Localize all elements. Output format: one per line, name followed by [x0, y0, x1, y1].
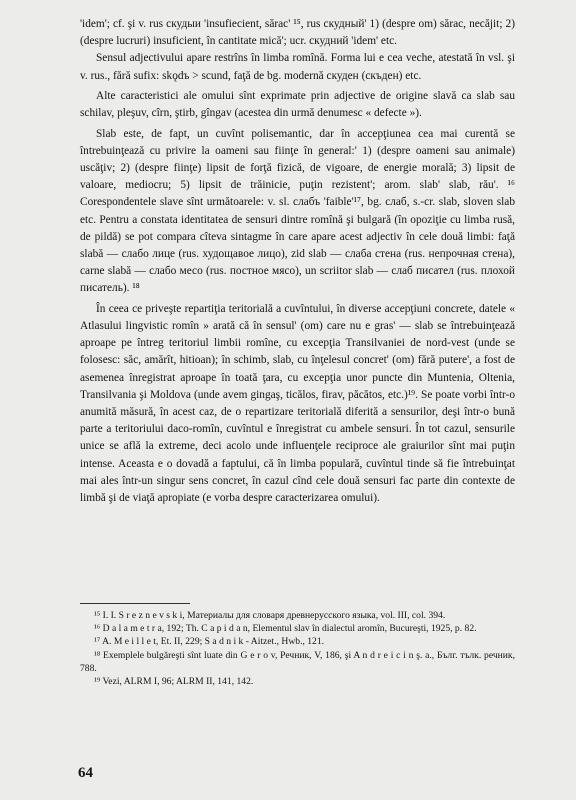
footnote-divider: [80, 603, 190, 604]
footnote-17: ¹⁷ A. M e i l l e t, Et. II, 229; S a d n i k - Aitzet., Hwb., 121.: [94, 636, 325, 648]
paragraph-5: În ceea ce priveşte repartiţia teritorială a cuvîntului, în diverse accepţiuni concrete, datele « Atlasului lingvistic romîn » arată că în sensul' (om) care nu e gras' — slab se întrebuinţează aproape pe întreg teritoriul limbii romîne, cu excepţia Transilvaniei de nord-vest (unde se folosesc: săc, amărît, hitioan); în schimb, slab, cu înţelesul concret' (om) fără putere', a fost de asemenea înregistrat aproape în toată ţara, cu excepţia unor puncte din Muntenia, Oltenia, Transilvania şi Moldova (unde avem gingaş, ticălos, firav, păcătos, etc.)¹⁹. Se poate vorbi într-o anumită măsură, în acest caz, de o repartizare teritorială diferită a sensurilor, deşi într-o bună parte a teritoriului daco-romîn, cuvîntul e înregistrat cu ambele sensuri. În tot cazul, sensurile unice se află la extreme, deci acolo unde influenţele reciproce ale graiurilor sînt mai puţin intense. Aceasta e o dovadă a faptului, că în limba populară, cuvîntul tinde să fie întrebuinţat mai ales într-un singur sens concret, în cazul cînd cele două sensuri fac parte din contexte de limbă şi de viaţă apropiate (e vorba despre caracterizarea omului).: [80, 302, 515, 505]
footnote-16: ¹⁶ D a l a m e t r a, 192; Th. C a p i d a n, Elementul slav în dialectul aromîn, Bucureşti, 1925, p. 82.: [94, 623, 477, 635]
page-number: 64: [78, 765, 93, 781]
main-text: [80, 16, 515, 510]
paragraph-1: 'idem'; cf. şi v. rus скудыи 'insufiecient, sărac' ¹⁵, rus скудный' 1) (despre om) sărac, necăjit; 2) (despre lucruri) insuficient, în cantitate mică'; ucr. скудний 'idem' etc.: [80, 18, 515, 48]
footnote-15: ¹⁵ I. I. S r e z n e v s k i, Материалы для словаря древнерусского языка, vol. III, col. 394.: [94, 610, 446, 621]
footnote-19: ¹⁹ Vezi, ALRM I, 96; ALRM II, 141, 142.: [94, 676, 254, 688]
paragraph-4: Slab este, de fapt, un cuvînt polisemantic, dar în accepţiunea cea mai curentă se întrebuinţează cu privire la oameni sau fiinţe în general:' 1) (despre oameni sau animale) uscăţiv; 2) (despre fiinţe) lipsit de forţă fizică, de vigoare, de energie morală; 3) lipsit de valoare, mediocru; 5) lipsit de trăinicie, puţin rezistent'; arom. slab' slab, rău'. ¹⁶ Corespondentele slave sînt următoarele: v. sl. слабъ 'faible'¹⁷, bg. слаб, s.-cr. slab, sloven slab etc. Pentru a constata identitatea de sensuri dintre romînă şi bulgară (în opoziţie cu limba rusă, de pildă) se pot compara cîteva sintagme în care apare acest adjectiv în cele două limbi: faţă slabă — слабо лице (rus. худощавое лицо), zid slab — слаба стена (rus. непрочная стена), carne slabă — слабо месо (rus. постное мясо), un scriitor slab — слаб писател (rus. плохой писатель). ¹⁸: [80, 127, 515, 295]
paragraph-3: Alte caracteristici ale omului sînt exprimate prin adjective de origine slavă ca slab sau schilav, pleşuv, cîrn, ştirb, gîngav (acestea din urmă denumesc « defecte »).: [80, 90, 515, 120]
paragraph-2: Sensul adjectivului apare restrîns în limba romînă. Forma lui e cea veche, atestată în vsl. şi v. rus., fără sufix: skǫdъ > scund, faţă de bg. modernă скуден (скъден) etc.: [80, 52, 515, 82]
footnote-18: ¹⁸ Exemplele bulgăreşti sînt luate din G e r o v, Речник, V, 186, şi A n d r e i c i n ş. a., Бълг. тълк. речник, 788.: [80, 649, 515, 674]
footnotes: [80, 609, 515, 688]
